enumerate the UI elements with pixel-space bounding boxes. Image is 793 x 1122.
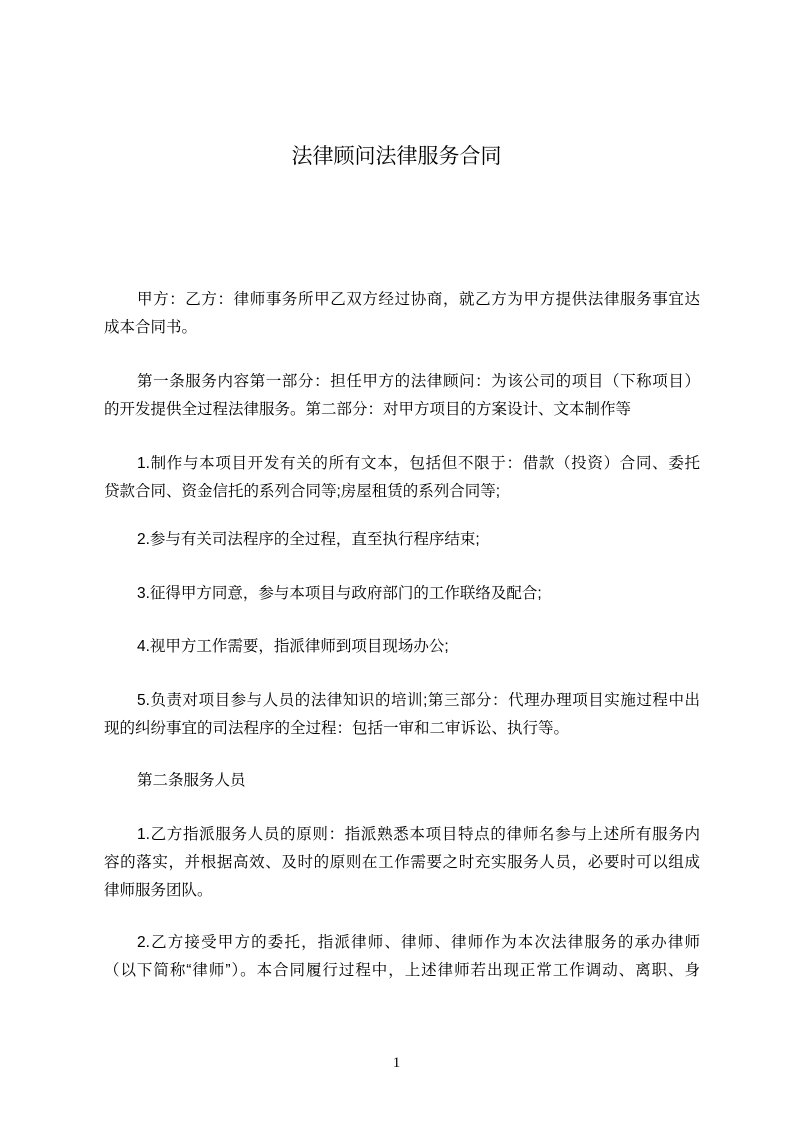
document-title: 法律顾问法律服务合同 [291,145,502,168]
article-1-line-2: 的开发提供全过程法律服务。第二部分：对甲方项目的方案设计、文本制作等 [104,401,632,418]
article-2-heading: 第二条服务人员 [137,772,246,789]
staff-item-2-line-1: 2.乙方接受甲方的委托，指派律师、律师、律师作为本次法律服务的承办律师 [137,934,700,951]
item-3: 3.征得甲方同意，参与本项目与政府部门的工作联络及配合; [137,585,542,602]
item-5-line-2: 现的纠纷事宜的司法程序的全过程：包括一审和二审诉讼、执行等。 [104,720,570,737]
staff-item-1-line-3: 律师服务团队。 [104,882,213,899]
paragraph-parties-line-2: 成本合同书。 [104,319,198,336]
staff-item-1-line-2: 容的落实，并根据高效、及时的原则在工作需要之时充实服务人员，必要时可以组成 [104,854,700,871]
item-1-line-1: 1.制作与本项目开发有关的所有文本，包括但不限于：借款（投资）合同、委托 [137,455,700,472]
staff-item-2-line-2: （以下简称“律师”）。本合同履行过程中，上述律师若出现正常工作调动、离职、身 [104,962,700,979]
article-1-line-1: 第一条服务内容第一部分：担任甲方的法律顾问：为该公司的项目（下称项目） [137,373,700,390]
paragraph-parties-line-1: 甲方：乙方：律师事务所甲乙双方经过协商，就乙方为甲方提供法律服务事宜达 [137,291,700,308]
item-4: 4.视甲方工作需要，指派律师到项目现场办公; [137,638,449,655]
staff-item-1-line-1: 1.乙方指派服务人员的原则：指派熟悉本项目特点的律师名参与上述所有服务内 [137,826,700,843]
item-1-line-2: 贷款合同、资金信托的系列合同等;房屋租赁的系列合同等; [104,483,501,500]
page-number: 1 [392,1055,401,1071]
item-2: 2.参与有关司法程序的全过程，直至执行程序结束; [137,531,480,548]
item-5-line-1: 5.负责对项目参与人员的法律知识的培训;第三部分：代理办理项目实施过程中出 [137,692,700,709]
